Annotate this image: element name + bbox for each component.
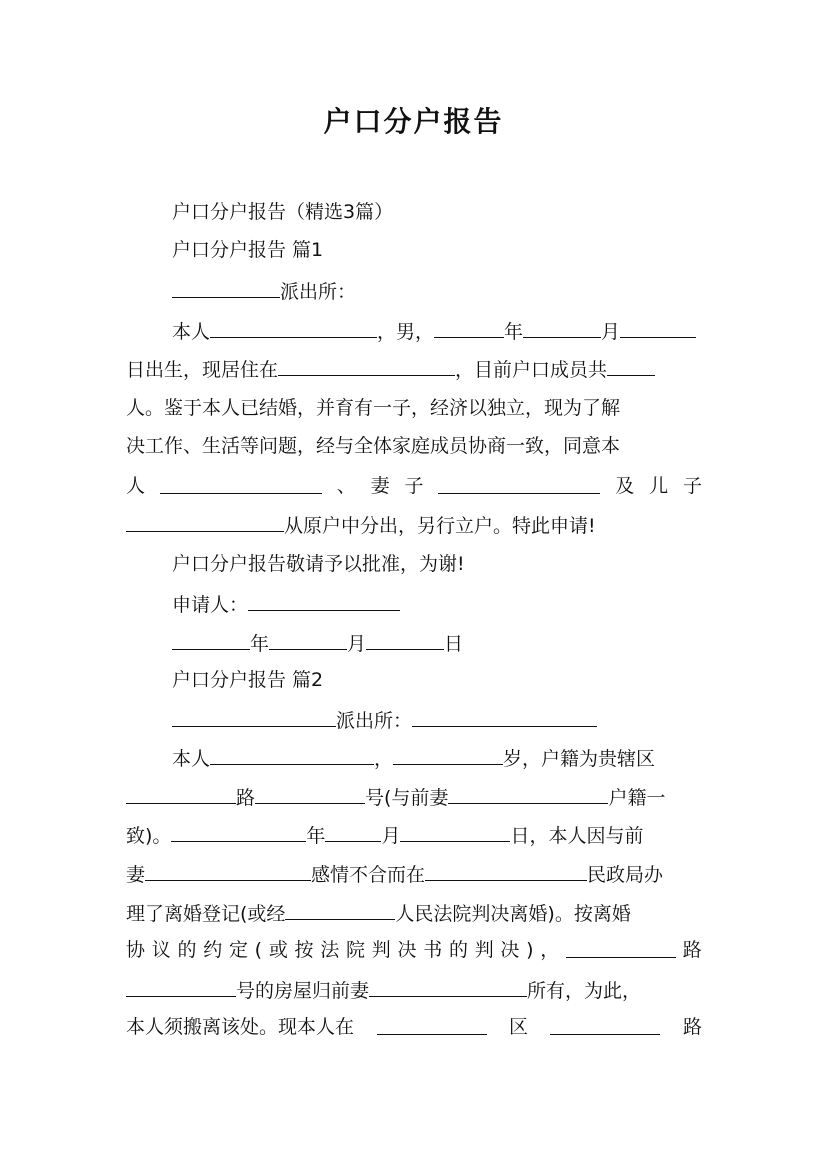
s2-line6: 协 议 的 约 定 ( 或 按 法 院 判 决 书 的 判 决 ) ， 路 xyxy=(126,939,702,961)
blank-field xyxy=(255,784,365,804)
blank-field xyxy=(172,630,250,650)
blank-field xyxy=(126,784,236,804)
s1-line1: 本人 ，男， 年 月 xyxy=(172,318,696,344)
blank-field xyxy=(325,822,381,842)
blank-field xyxy=(607,356,655,376)
blank-field xyxy=(377,1015,487,1035)
blank-field xyxy=(126,977,236,997)
s2-line3: 致)。 年 月 日，本人因与前 xyxy=(126,822,702,848)
blank-field xyxy=(448,784,608,804)
section1-heading: 户口分户报告 篇1 xyxy=(172,239,324,261)
s2-line5: 理了离婚登记(或经 人民法院判决离婚)。按离婚 xyxy=(126,900,702,926)
blank-field xyxy=(285,900,395,920)
section2-station-line: 派出所： xyxy=(172,707,597,733)
blank-field xyxy=(160,474,322,494)
s2-line1: 本人 ， 岁，户籍为贵辖区 xyxy=(172,745,655,771)
s1-date-line: 年 月 日 xyxy=(172,630,463,656)
blank-field xyxy=(171,822,306,842)
blank-field xyxy=(369,977,527,997)
blank-field xyxy=(438,474,600,494)
blank-field xyxy=(278,356,455,376)
section2-heading: 户口分户报告 篇2 xyxy=(172,669,324,691)
blank-field xyxy=(434,318,504,338)
blank-field xyxy=(269,630,347,650)
s2-line4: 妻 感情不合而在 民政局办 xyxy=(126,861,702,887)
s1-applicant-line: 申请人： xyxy=(172,591,400,617)
blank-field xyxy=(620,318,696,338)
blank-field xyxy=(248,591,400,611)
blank-field xyxy=(412,707,597,727)
blank-field xyxy=(210,318,377,338)
blank-field xyxy=(425,861,587,881)
s1-line3: 人。鉴于本人已结婚，并育有一子，经济以独立，现为了解 xyxy=(126,397,621,419)
blank-field xyxy=(126,512,284,532)
blank-field xyxy=(172,707,336,727)
blank-field xyxy=(172,278,280,298)
s1-line2: 日出生，现居住在 ，目前户口成员共 xyxy=(126,356,702,382)
s1-line6: 从原户中分出，另行立户。特此申请! xyxy=(126,512,702,538)
blank-field xyxy=(566,938,676,958)
section1-station-line xyxy=(172,278,356,304)
blank-field xyxy=(393,745,503,765)
blank-field xyxy=(523,318,601,338)
blank-field xyxy=(210,745,374,765)
s1-request: 户口分户报告敬请予以批准，为谢! xyxy=(172,553,465,575)
s2-line2: 路 号(与前妻 户籍一 xyxy=(126,784,702,810)
s1-line4: 决工作、生活等问题，经与全体家庭成员协商一致，同意本 xyxy=(126,435,621,457)
blank-field xyxy=(366,630,444,650)
blank-field xyxy=(400,822,510,842)
s1-line5: 人 、 妻 子 及 儿 子 xyxy=(126,475,702,497)
s2-line8: 本人须搬离该处。现本人在 区 路 xyxy=(126,1016,702,1038)
station-label: 派出所： xyxy=(280,281,357,303)
document-title: 户口分户报告 xyxy=(323,105,504,138)
blank-field xyxy=(550,1015,660,1035)
blank-field xyxy=(145,861,311,881)
s2-line7: 号的房屋归前妻 所有，为此， xyxy=(126,977,702,1003)
document-subtitle: 户口分户报告（精选3篇） xyxy=(172,201,394,223)
